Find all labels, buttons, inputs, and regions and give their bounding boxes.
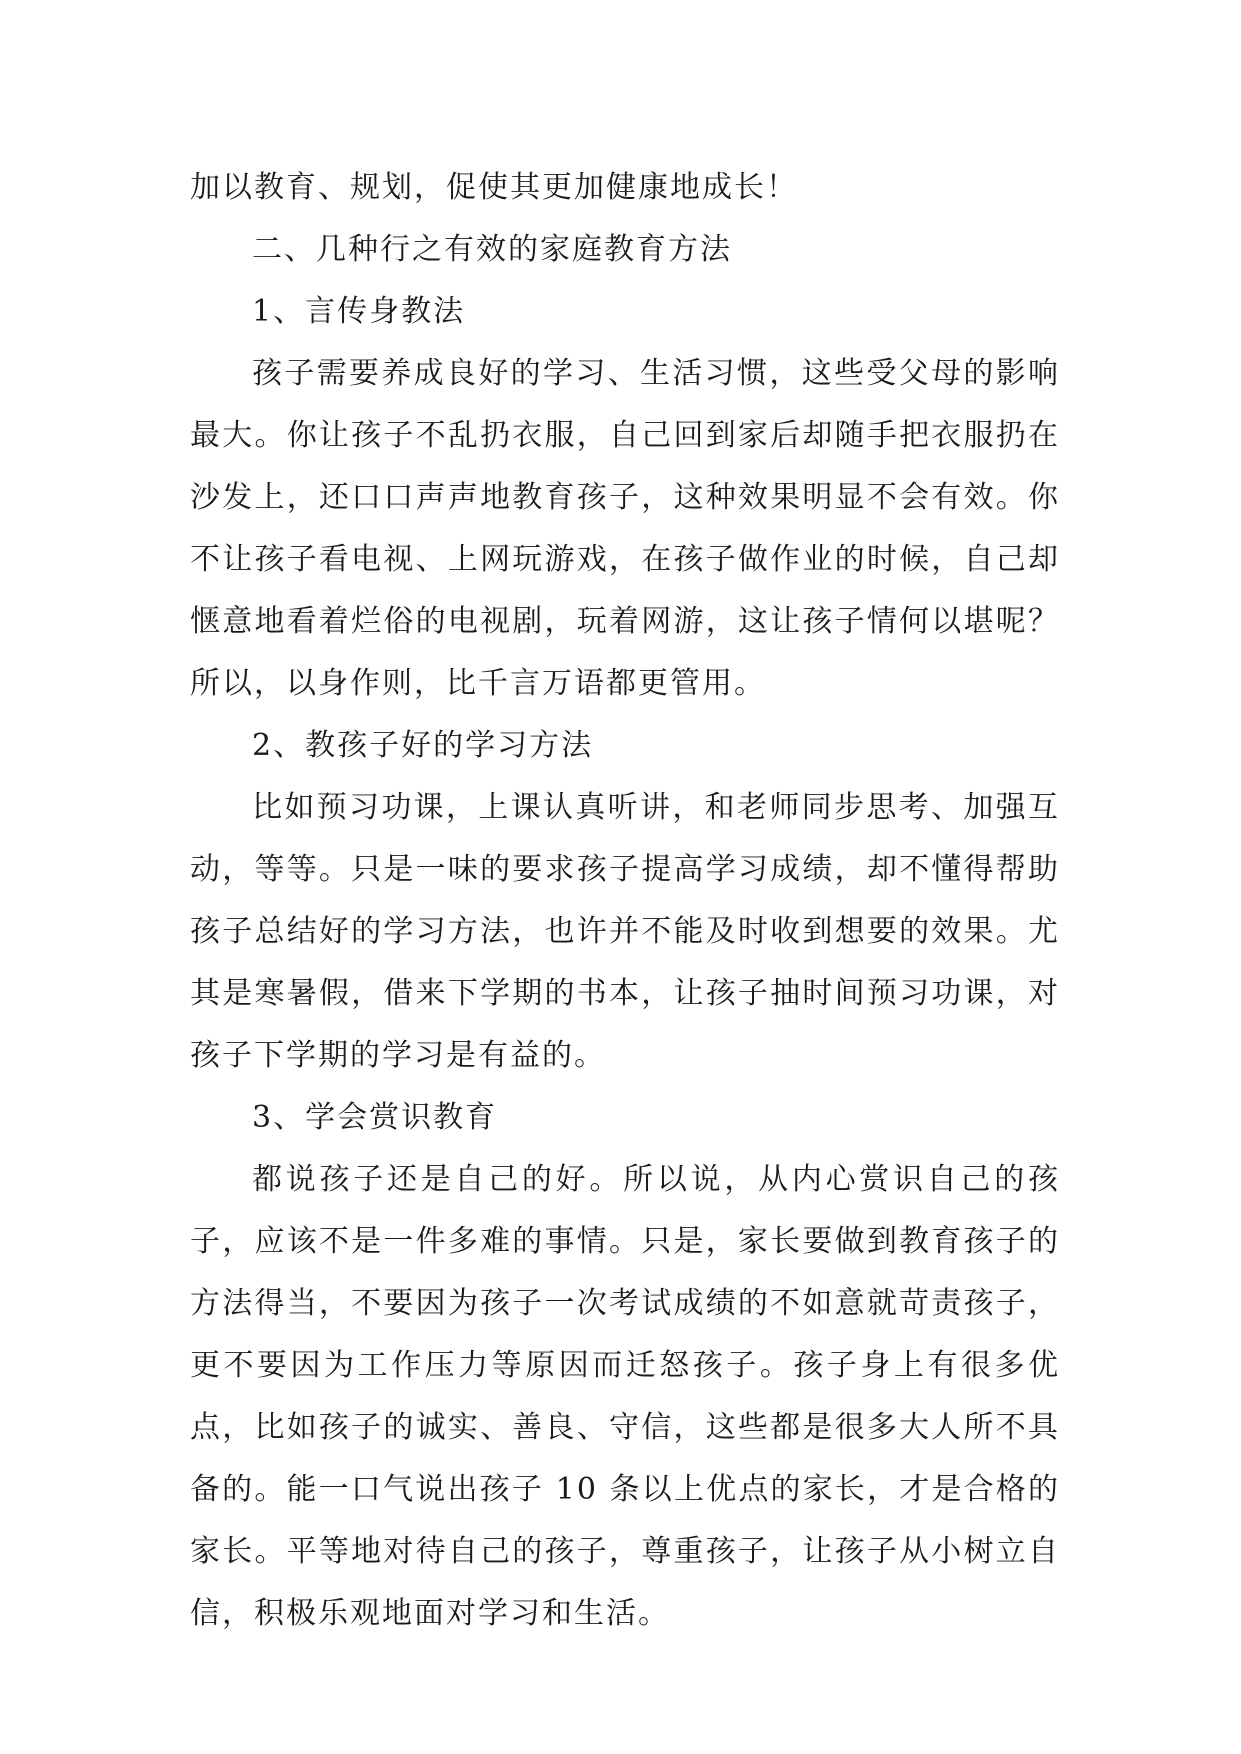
- subheading-2: 2、教孩子好的学习方法: [252, 728, 594, 763]
- body-paragraph-1: 孩子需要养成良好的学习、生活习惯，这些受父母的影响最大。你让孩子不乱扔衣服，自己回到家后却随手把衣服扔在沙发上，还口口声声地教育孩子，这种效果明显不会有效。你不让孩子看电视、上网玩游戏，在孩子做作业的时候，自己却惬意地看着烂俗的电视剧，玩着网游，这让孩子情何以堪呢？所以，以身作则，比千言万语都更管用。: [190, 356, 1060, 701]
- document-body: [190, 157, 1060, 1645]
- body-paragraph-3: 都说孩子还是自己的好。所以说，从内心赏识自己的孩子，应该不是一件多难的事情。只是，家长要做到教育孩子的方法得当，不要因为孩子一次考试成绩的不如意就苛责孩子，更不要因为工作压力等原因而迁怒孩子。孩子身上有很多优点，比如孩子的诚实、善良、守信，这些都是很多大人所不具备的。能一口气说出孩子 10 条以上优点的家长，才是合格的家长。平等地对待自己的孩子，尊重孩子，让孩子从小树立自信，积极乐观地面对学习和生活。: [190, 1162, 1060, 1631]
- subheading-1: 1、言传身教法: [252, 294, 466, 329]
- continuation-paragraph: 加以教育、规划，促使其更加健康地成长！: [190, 170, 798, 205]
- body-paragraph-2: 比如预习功课，上课认真听讲，和老师同步思考、加强互动，等等。只是一味的要求孩子提高学习成绩，却不懂得帮助孩子总结好的学习方法，也许并不能及时收到想要的效果。尤其是寒暑假，借来下学期的书本，让孩子抽时间预习功课，对孩子下学期的学习是有益的。: [190, 790, 1060, 1073]
- section-heading: 二、几种行之有效的家庭教育方法: [252, 232, 732, 267]
- subheading-3: 3、学会赏识教育: [252, 1100, 498, 1135]
